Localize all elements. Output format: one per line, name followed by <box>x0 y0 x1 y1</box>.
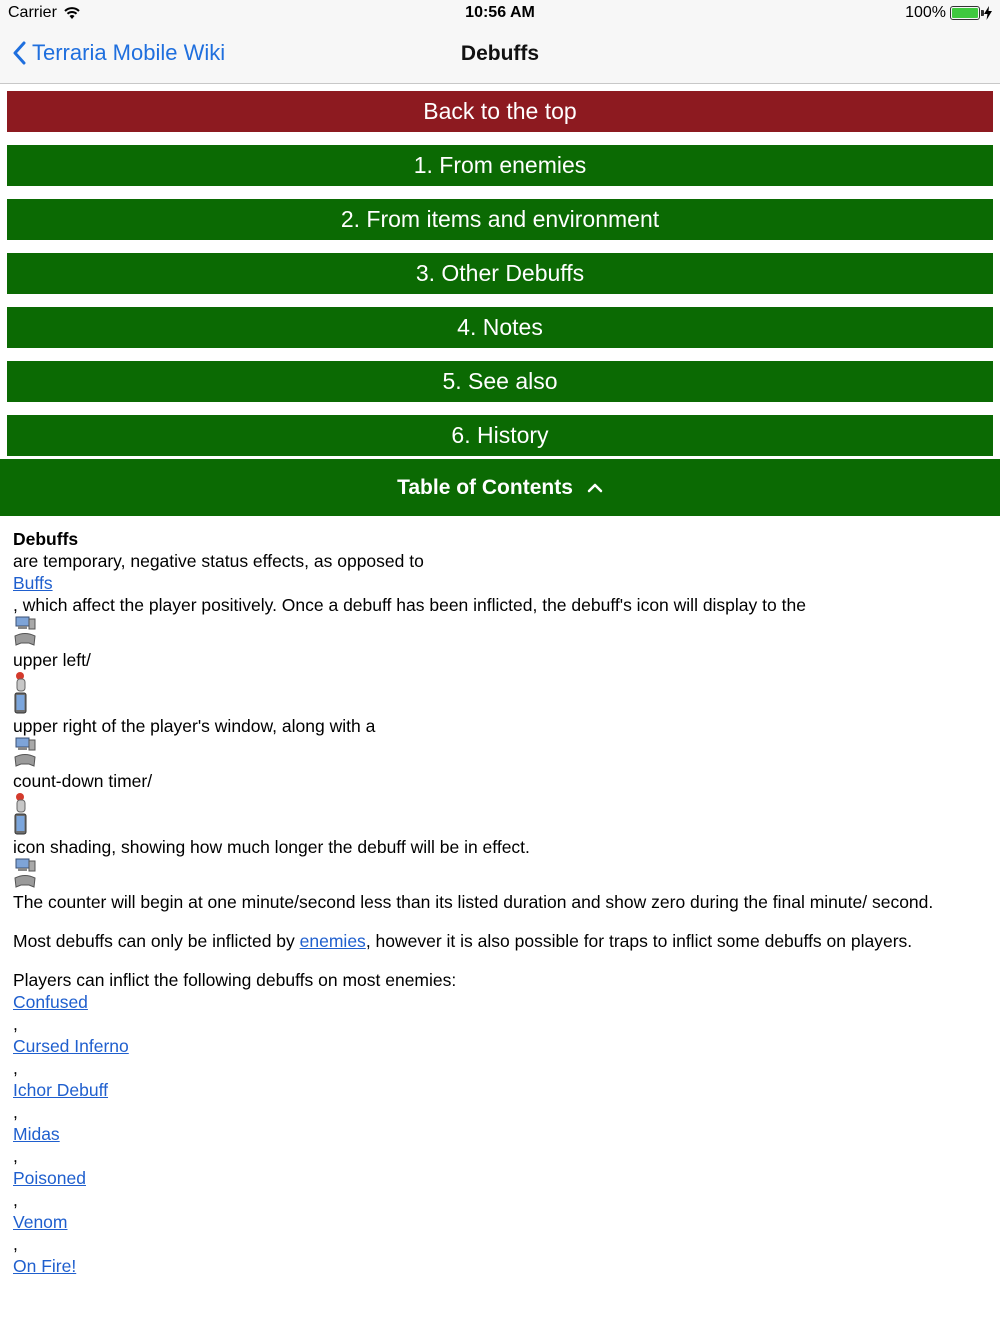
paragraph-enemies-text-a: Most debuffs can only be inflicted by <box>13 931 300 951</box>
article-content <box>13 528 973 1277</box>
navigation-bar <box>0 28 1000 84</box>
section-button-see-also[interactable]: 5. See also <box>7 361 993 402</box>
list-separator: , <box>13 1234 18 1254</box>
intro-text-1: are temporary, negative status effects, as opposed to <box>13 551 424 571</box>
article-title: Debuffs <box>13 529 79 549</box>
text-icon-shading: icon shading, showing how much longer the debuff will be in effect. <box>13 837 530 857</box>
debuff-list <box>13 991 973 1277</box>
toc-label: Table of Contents <box>397 475 573 499</box>
list-separator: , <box>13 1014 18 1034</box>
section-button-history[interactable]: 6. History <box>7 415 993 456</box>
debuff-link-venom[interactable]: Venom <box>13 1212 68 1232</box>
debuff-link-cursed-inferno[interactable]: Cursed Inferno <box>13 1036 129 1056</box>
status-bar <box>0 0 1000 28</box>
text-upper-right: upper right of the player's window, along with a <box>13 716 376 736</box>
debuff-link-midas[interactable]: Midas <box>13 1124 60 1144</box>
debuff-link-confused[interactable]: Confused <box>13 992 88 1012</box>
list-separator: , <box>13 1190 18 1210</box>
desktop-console-icon <box>13 858 37 891</box>
text-countdown: count-down timer/ <box>13 771 153 791</box>
list-separator: , <box>13 1058 18 1078</box>
text-upper-left: upper left/ <box>13 650 91 670</box>
paragraph-player-debuffs: Players can inflict the following debuffs on most enemies: <box>13 970 457 990</box>
clock: 10:56 AM <box>465 4 535 21</box>
battery-percent: 100% <box>905 4 946 21</box>
back-button-label: Terraria Mobile Wiki <box>32 40 226 65</box>
buffs-link[interactable]: Buffs <box>13 573 53 593</box>
table-of-contents-toggle[interactable] <box>0 459 1000 516</box>
battery-icon <box>950 6 980 20</box>
debuff-link-poisoned[interactable]: Poisoned <box>13 1168 86 1188</box>
list-separator: , <box>13 1102 18 1122</box>
section-button-notes[interactable]: 4. Notes <box>7 307 993 348</box>
section-button-from-enemies[interactable]: 1. From enemies <box>7 145 993 186</box>
debuff-link-on-fire[interactable]: On Fire! <box>13 1256 77 1276</box>
desktop-console-icon <box>13 616 37 649</box>
chevron-up-icon <box>587 483 603 493</box>
mobile-icon <box>13 671 37 715</box>
text-counter: The counter will begin at one minute/second less than its listed duration and show zero during the final minute/ second. <box>13 892 934 912</box>
enemies-link[interactable]: enemies <box>299 931 366 951</box>
page-title: Debuffs <box>460 42 540 65</box>
paragraph-enemies <box>13 930 973 952</box>
intro-text-2: , which affect the player positively. Once a debuff has been inflicted, the debuff's icon will display to the <box>13 595 806 615</box>
debuff-link-ichor[interactable]: Ichor Debuff <box>13 1080 109 1100</box>
section-button-other-debuffs[interactable]: 3. Other Debuffs <box>7 253 993 294</box>
battery-group <box>905 4 992 22</box>
paragraph-enemies-text-b: , however it is also possible for traps to inflict some debuffs on players. <box>365 931 913 951</box>
charging-icon <box>984 6 992 20</box>
carrier-label: Carrier <box>8 4 57 21</box>
desktop-console-icon <box>13 737 37 770</box>
mobile-icon <box>13 792 37 836</box>
section-button-from-items[interactable]: 2. From items and environment <box>7 199 993 240</box>
list-separator: , <box>13 1146 18 1166</box>
back-to-top-button[interactable]: Back to the top <box>7 91 993 132</box>
